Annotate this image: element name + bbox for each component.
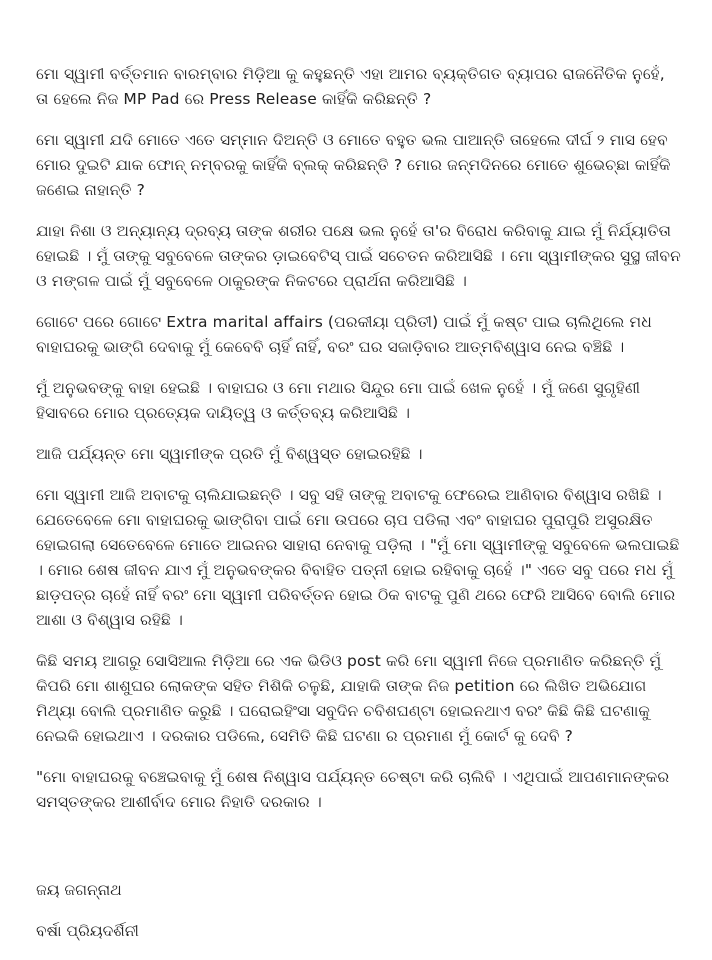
paragraph-affairs: ଗୋଟେ ପରେ ଗୋଟେ Extra marital affairs (ପରକୀୟା ପ୍ରିତୀ) ପାଇଁ ମୁଁ କଷ୍ଟ ପାଇ ଚାଲିଥିଲେ ମଧ ବାହାଘରକୁ ଭାଙ୍ଗି ଦେବାକୁ ମୁଁ କେବେବି ଚାହିଁ ନାହିଁ, ବରଂ ଘର ସଜାଡ଼ିବାର ଆତ୍ମବିଶ୍ୱାସ ନେଇ ବଞ୍ଚିଛି । <box>36 313 652 356</box>
paragraph-closing-plea: "ମୋ ବାହାଘରକୁ ବଞ୍ଚେଇବାକୁ ମୁଁ ଶେଷ ନିଶ୍ୱାସ ପର୍ଯ୍ୟନ୍ତ ଚେଷ୍ଟା କରି ଚାଲିବି । ଏଥିପାଇଁ ଆପଣମାନଙ୍କର ସମସ୍ତଙ୍କର ଆଶୀର୍ବାଦ ମୋର ନିହାତି ଦରକାର । <box>36 768 670 811</box>
paragraph-faithful: ଆଜି ପର୍ଯ୍ୟନ୍ତ ମୋ ସ୍ୱାମୀଙ୍କ ପ୍ରତି ମୁଁ ବିଶ୍ୱସ୍ତ ହୋଇରହିଛି । <box>36 445 423 463</box>
paragraph-phone-blocked: ମୋ ସ୍ୱାମୀ ଯଦି ମୋତେ ଏତେ ସମ୍ମାନ ଦିଅନ୍ତି ଓ ମୋତେ ବହୁତ ଭଲ ପାଆନ୍ତି ତାହେଲେ ଦୀର୍ଘ ୨ ମାସ ହେବ ମୋର ଦୁଇଟି ଯାକ ଫୋନ୍ ନମ୍ବରକୁ କାହିଁକି ବ୍ଲକ୍ କରିଛନ୍ତି ? ମୋର ଜନ୍ମଦିନରେ ମୋତେ ଶୁଭେଚ୍ଛା କାହିଁକି ଜଣେଇ ନାହାନ୍ତି ? <box>36 131 671 199</box>
signature-name: ବର୍ଷା ପ୍ରିୟଦର୍ଶିନୀ <box>36 922 139 940</box>
paragraph-press-release: ମୋ ସ୍ୱାମୀ ବର୍ତ୍ତମାନ ବାରମ୍ବାର ମିଡ଼ିଆ କୁ କହୁଛନ୍ତି ଏହା ଆମର ବ୍ୟକ୍ତିଗତ ବ୍ୟାପର ରାଜନୈତିକ ନୁହେଁ, ତା ହେଲେ ନିଜ MP Pad ରେ Press Release କାହିଁକି କରିଛନ୍ତି ? <box>36 65 665 108</box>
signoff-text: ଜୟ ଜଗନ୍ନାଥ <box>36 881 122 899</box>
paragraph-social-media-video: କିଛି ସମୟ ଆଗରୁ ସୋସିଆଲ ମିଡ଼ିଆ ରେ ଏକ ଭିଡିଓ post କରି ମୋ ସ୍ୱାମୀ ନିଜେ ପ୍ରମାଣିତ କରିଛନ୍ତି ମୁଁ କିପରି ମୋ ଶାଶୁଘର ଲୋକଙ୍କ ସହିତ ମିଶିକି ଚଳୁଛି, ଯାହାକି ତାଙ୍କ ନିଜ petition ରେ ଲିଖିତ ଅଭିଯୋଗ ମିଥ୍ୟା ବୋଲି ପ୍ରମାଣିତ କରୁଛି । ଘରୋଇହିଂସା ସବୁଦିନ ଚବିଶଘଣ୍ଟା ହୋଇନଥାଏ ବରଂ କିଛି କିଛି ଘଟଣାକୁ ନେଇକି ହୋଇଥାଏ । ଦରକାର ପଡିଲେ, ସେମିତି କିଛି ଘଟଣା ର ପ୍ରମାଣ ମୁଁ କୋର୍ଟ କୁ ଦେବି ? <box>36 652 662 745</box>
paragraph-legal-recourse: ମୋ ସ୍ୱାମୀ ଆଜି ଅବାଟକୁ ଚାଲିଯାଇଛନ୍ତି । ସବୁ ସହି ତାଙ୍କୁ ଅବାଟକୁ ଫେରେଇ ଆଣିବାର ବିଶ୍ୱାସ ରଖିଛି । ଯେତେବେଳେ ମୋ ବାହାଘରକୁ ଭାଙ୍ଗିବା ପାଇଁ ମୋ ଉପରେ ଚାପ ପଡିଲା ଏବଂ ବାହାଘର ପୁରାପୁରି ଅସୁରକ୍ଷିତ ହୋଇଗଲା ସେତେବେଳେ ମୋତେ ଆଇନର ସାହାରା ନେବାକୁ ପଡ଼ିଲା । "ମୁଁ ମୋ ସ୍ୱାମୀଙ୍କୁ ସବୁବେଳେ ଭଲପାଇଛି । ମୋର ଶେଷ ଜୀବନ ଯାଏ ମୁଁ ଅନୁଭବଙ୍କର ବିବାହିତ ପତ୍ନୀ ହୋଇ ରହିବାକୁ ଚାହେଁ ।" ଏତେ ସବୁ ପରେ ମଧ ମୁଁ ଛାଡ଼ପତ୍ର ଚାହେଁ ନାହିଁ ବରଂ ମୋ ସ୍ୱାମୀ ପରିବର୍ତ୍ତନ ହୋଇ ଠିକ ବାଟକୁ ପୁଣି ଥରେ ଫେରି ଆସିବେ ବୋଲି ମୋର ଆଶା ଓ ବିଶ୍ୱାସ ରହିଛି । <box>36 486 680 629</box>
paragraph-marriage: ମୁଁ ଅନୁଭବଙ୍କୁ ବାହା ହେଇଛି । ବାହାଘର ଓ ମୋ ମଥାର ସିନ୍ଦୁର ମୋ ପାଇଁ ଖେଳ ନୁହେଁ । ମୁଁ ଜଣେ ସୁଗୃହିଣୀ ହିସାବରେ ମୋର ପ୍ରତ୍ୟେକ ଦାୟିତ୍ୱ ଓ କର୍ତ୍ତବ୍ୟ କରିଆସିଛି । <box>36 379 641 422</box>
paragraph-health: ଯାହା ନିଶା ଓ ଅନ୍ୟାନ୍ୟ ଦ୍ରବ୍ୟ ତାଙ୍କ ଶରୀର ପକ୍ଷେ ଭଲ ନୁହେଁ ତା'ର ବିରୋଧ କରିବାକୁ ଯାଇ ମୁଁ ନିର୍ଯ୍ୟାତିତା ହୋଇଛି । ମୁଁ ତାଙ୍କୁ ସବୁବେଳେ ତାଙ୍କର ଡ଼ାଇବେଟିସ୍ ପାଇଁ ସଚେତନ କରିଆସିଛି । ମୋ ସ୍ୱାମୀଙ୍କର ସୁସ୍ଥ ଜୀବନ ଓ ମଙ୍ଗଳ ପାଇଁ ମୁଁ ସବୁବେଳେ ଠାକୁରଙ୍କ ନିକଟରେ ପ୍ରାର୍ଥନା କରିଆସିଛି । <box>36 222 681 290</box>
